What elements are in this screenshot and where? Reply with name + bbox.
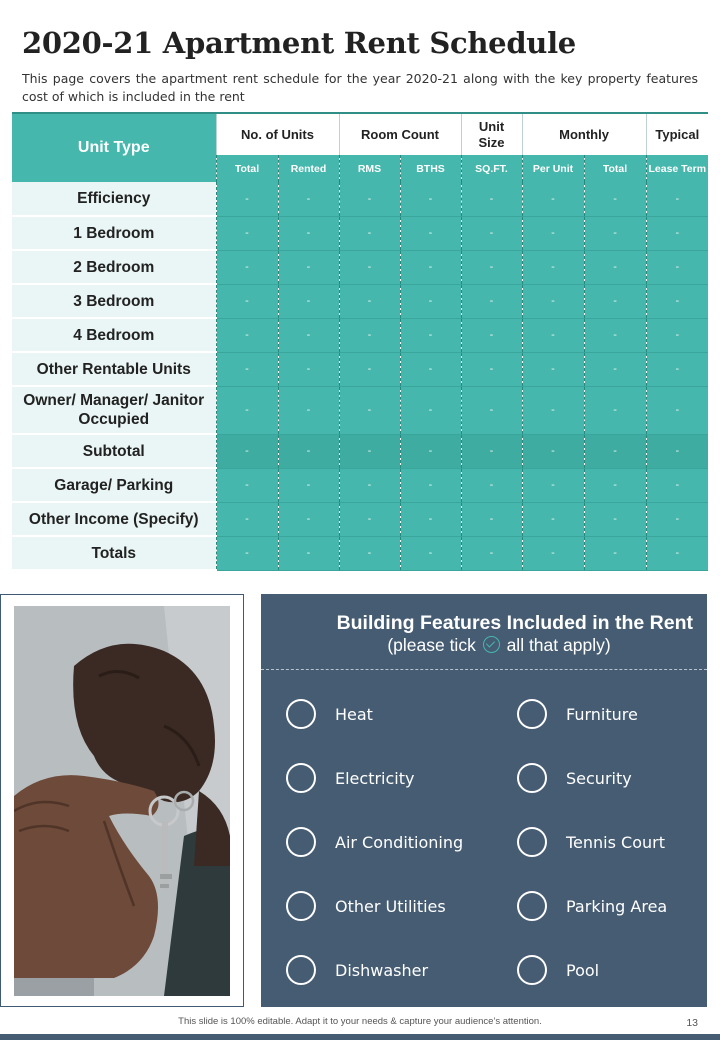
table-cell[interactable]: -	[522, 318, 584, 352]
feature-label: Parking Area	[566, 896, 668, 916]
table-cell[interactable]: -	[339, 386, 400, 434]
table-cell[interactable]: -	[461, 468, 522, 502]
subheader-cell: Rented	[278, 155, 339, 182]
feature-option[interactable]	[517, 763, 632, 793]
table-cell[interactable]: -	[584, 386, 646, 434]
table-cell[interactable]: -	[278, 250, 339, 284]
group-header-monthly: Monthly	[522, 113, 646, 155]
checkbox-circle-icon[interactable]	[286, 827, 316, 857]
table-cell[interactable]: -	[522, 216, 584, 250]
checkbox-circle-icon[interactable]	[517, 891, 547, 921]
footer-note: This slide is 100% editable. Adapt it to your needs & capture your audience’s attention.	[178, 1016, 542, 1027]
row-label: 1 Bedroom	[12, 216, 216, 250]
table-cell[interactable]: -	[584, 284, 646, 318]
table-cell[interactable]: -	[646, 284, 708, 318]
subheader-cell: Per Unit	[522, 155, 584, 182]
row-label: 2 Bedroom	[12, 250, 216, 284]
feature-label: Security	[566, 768, 632, 788]
building-features-panel	[261, 594, 707, 1007]
feature-option[interactable]	[517, 827, 665, 857]
table-row	[12, 352, 708, 386]
table-row	[12, 284, 708, 318]
table-cell[interactable]: -	[400, 468, 461, 502]
table-cell[interactable]: -	[339, 250, 400, 284]
row-label: 3 Bedroom	[12, 284, 216, 318]
table-cell[interactable]: -	[461, 434, 522, 468]
features-title: Building Features Included in the Rent	[336, 612, 693, 634]
table-cell[interactable]: -	[216, 502, 278, 536]
table-row	[12, 502, 708, 536]
feature-option[interactable]	[286, 699, 373, 729]
feature-label: Tennis Court	[566, 832, 665, 852]
table-cell[interactable]: -	[339, 536, 400, 570]
table-cell[interactable]: -	[584, 352, 646, 386]
table-cell[interactable]: -	[461, 352, 522, 386]
feature-label: Electricity	[335, 768, 415, 788]
table-cell[interactable]: -	[646, 182, 708, 216]
table-cell[interactable]: -	[646, 502, 708, 536]
table-cell[interactable]: -	[646, 318, 708, 352]
table-cell[interactable]: -	[339, 284, 400, 318]
feature-label: Air Conditioning	[335, 832, 464, 852]
table-cell[interactable]: -	[584, 182, 646, 216]
table-cell[interactable]: -	[584, 468, 646, 502]
table-cell[interactable]: -	[584, 216, 646, 250]
features-sub-after: all that apply)	[506, 635, 611, 655]
table-cell[interactable]: -	[522, 284, 584, 318]
table-cell[interactable]: -	[522, 468, 584, 502]
table-cell[interactable]: -	[646, 216, 708, 250]
checkbox-circle-icon[interactable]	[286, 763, 316, 793]
feature-option[interactable]	[517, 891, 667, 921]
photo-frame	[0, 594, 244, 1007]
table-cell[interactable]: -	[216, 318, 278, 352]
table-row	[12, 250, 708, 284]
feature-option[interactable]	[286, 955, 428, 985]
row-label: Other Rentable Units	[12, 352, 216, 386]
table-cell[interactable]: -	[339, 318, 400, 352]
checkbox-circle-icon[interactable]	[286, 891, 316, 921]
table-cell[interactable]: -	[584, 502, 646, 536]
feature-option[interactable]	[286, 891, 446, 921]
table-cell[interactable]: -	[216, 536, 278, 570]
checkbox-circle-icon[interactable]	[517, 699, 547, 729]
table-cell[interactable]: -	[339, 182, 400, 216]
table-cell[interactable]: -	[461, 386, 522, 434]
subheader-cell: Total	[584, 155, 646, 182]
table-cell[interactable]: -	[646, 468, 708, 502]
checkbox-circle-icon[interactable]	[517, 763, 547, 793]
table-cell[interactable]: -	[461, 250, 522, 284]
features-subtitle	[261, 635, 707, 656]
row-label: Other Income (Specify)	[12, 502, 216, 536]
features-sub-before: (please tick	[387, 635, 476, 655]
table-cell[interactable]: -	[278, 468, 339, 502]
table-cell[interactable]: -	[278, 502, 339, 536]
table-cell[interactable]: -	[461, 216, 522, 250]
table-cell[interactable]: -	[278, 318, 339, 352]
feature-label: Heat	[335, 704, 373, 724]
table-cell[interactable]: -	[522, 536, 584, 570]
table-cell[interactable]: -	[400, 386, 461, 434]
table-cell[interactable]: -	[400, 352, 461, 386]
table-cell[interactable]: -	[216, 216, 278, 250]
subheader-cell: BTHS	[400, 155, 461, 182]
checkbox-circle-icon[interactable]	[286, 699, 316, 729]
row-label: Efficiency	[12, 182, 216, 216]
table-cell[interactable]: -	[400, 284, 461, 318]
feature-option[interactable]	[517, 699, 638, 729]
checkbox-circle-icon[interactable]	[286, 955, 316, 985]
table-cell[interactable]: -	[216, 386, 278, 434]
table-cell[interactable]: -	[646, 434, 708, 468]
feature-label: Other Utilities	[335, 896, 446, 916]
table-row	[12, 182, 708, 216]
feature-option[interactable]	[286, 763, 414, 793]
table-cell[interactable]: -	[522, 250, 584, 284]
table-cell[interactable]: -	[522, 502, 584, 536]
table-row	[12, 536, 708, 570]
feature-label: Dishwasher	[335, 960, 429, 980]
feature-label: Furniture	[566, 704, 638, 724]
table-cell[interactable]: -	[339, 502, 400, 536]
table-cell[interactable]: -	[278, 536, 339, 570]
table-cell[interactable]: -	[339, 216, 400, 250]
table-cell[interactable]: -	[278, 182, 339, 216]
subheader-cell: Total	[216, 155, 278, 182]
group-header-room-count: Room Count	[339, 113, 461, 155]
table-cell[interactable]: -	[400, 502, 461, 536]
table-cell[interactable]: -	[400, 536, 461, 570]
table-cell[interactable]: -	[461, 182, 522, 216]
features-divider	[261, 669, 707, 670]
table-cell[interactable]: -	[278, 386, 339, 434]
row-label: Totals	[12, 536, 216, 570]
table-cell[interactable]: -	[584, 434, 646, 468]
table-cell[interactable]: -	[339, 468, 400, 502]
group-header-unit-size: Unit Size	[461, 113, 522, 155]
table-cell[interactable]: -	[584, 536, 646, 570]
table-cell[interactable]: -	[584, 250, 646, 284]
table-cell[interactable]: -	[400, 434, 461, 468]
row-label: Garage/ Parking	[12, 468, 216, 502]
row-label: Owner/ Manager/ Janitor Occupied	[12, 386, 216, 434]
table-cell[interactable]: -	[400, 250, 461, 284]
table-cell[interactable]: -	[278, 352, 339, 386]
table-cell[interactable]: -	[400, 182, 461, 216]
page-title: 2020-21 Apartment Rent Schedule	[22, 26, 576, 60]
page-number: 13	[686, 1017, 698, 1029]
table-cell[interactable]: -	[400, 318, 461, 352]
table-cell[interactable]: -	[216, 182, 278, 216]
table-cell[interactable]: -	[461, 318, 522, 352]
table-cell[interactable]: -	[400, 216, 461, 250]
table-cell[interactable]: -	[216, 250, 278, 284]
table-cell[interactable]: -	[522, 352, 584, 386]
page-subtitle: This page covers the apartment rent schedule for the year 2020-21 along with the key property features cost of which is included in the rent	[22, 71, 698, 104]
bottom-bar	[0, 1034, 720, 1040]
table-cell[interactable]: -	[278, 216, 339, 250]
table-row	[12, 216, 708, 250]
table-cell[interactable]: -	[584, 318, 646, 352]
checkbox-circle-icon[interactable]	[517, 955, 547, 985]
feature-option[interactable]	[517, 955, 599, 985]
row-label: Subtotal	[12, 434, 216, 468]
checkmark-circle-icon	[483, 636, 500, 653]
subheader-cell: Lease Term	[646, 155, 708, 182]
table-cell[interactable]: -	[216, 434, 278, 468]
group-header-typical: Typical	[646, 113, 708, 155]
table-cell[interactable]: -	[522, 434, 584, 468]
hand-holding-keys-photo	[14, 606, 230, 996]
table-cell[interactable]: -	[522, 182, 584, 216]
table-cell[interactable]: -	[646, 250, 708, 284]
table-cell[interactable]: -	[461, 502, 522, 536]
group-header-units: No. of Units	[216, 113, 339, 155]
rent-schedule-table	[12, 112, 708, 571]
feature-label: Pool	[566, 960, 600, 980]
table-cell[interactable]: -	[216, 468, 278, 502]
table-cell[interactable]: -	[216, 284, 278, 318]
table-cell[interactable]: -	[461, 284, 522, 318]
checkbox-circle-icon[interactable]	[517, 827, 547, 857]
table-row	[12, 386, 708, 434]
table-cell[interactable]: -	[339, 352, 400, 386]
hand-keys-illustration	[14, 606, 230, 996]
subheader-cell: RMS	[339, 155, 400, 182]
table-cell[interactable]: -	[461, 536, 522, 570]
unit-type-header: Unit Type	[12, 113, 216, 182]
row-label: 4 Bedroom	[12, 318, 216, 352]
table-cell[interactable]: -	[522, 386, 584, 434]
table-row	[12, 318, 708, 352]
table-cell[interactable]: -	[646, 386, 708, 434]
subheader-cell: SQ.FT.	[461, 155, 522, 182]
table-cell[interactable]: -	[646, 352, 708, 386]
table-row	[12, 434, 708, 468]
table-cell[interactable]: -	[216, 352, 278, 386]
table-cell[interactable]: -	[278, 434, 339, 468]
table-cell[interactable]: -	[339, 434, 400, 468]
table-cell[interactable]: -	[278, 284, 339, 318]
table-row	[12, 468, 708, 502]
table-cell[interactable]: -	[646, 536, 708, 570]
feature-option[interactable]	[286, 827, 463, 857]
